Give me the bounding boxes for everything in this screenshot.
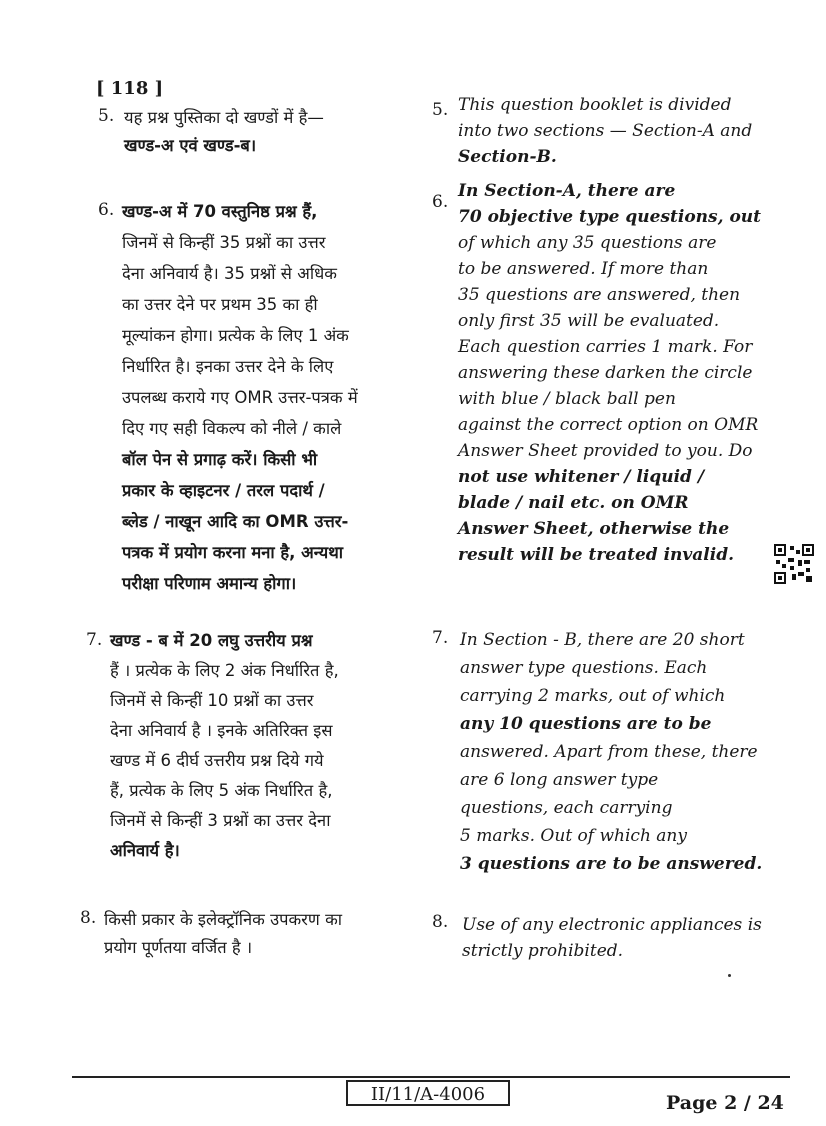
text-line: खण्ड-अ में 70 वस्तुनिष्ठ प्रश्न हैं, (122, 202, 318, 221)
footer-divider (72, 1076, 790, 1078)
text-line: 35 questions are answered, then (458, 285, 741, 305)
instruction-7-english (432, 626, 788, 878)
text-line: बॉल पेन से प्रगाढ़ करें। किसी भी (122, 450, 318, 469)
text-line: of which any 35 questions are (458, 233, 717, 253)
qr-code-icon (774, 544, 814, 584)
item-number: 7. (86, 630, 103, 650)
text-line: This question booklet is divided (458, 95, 732, 115)
text-line: only first 35 will be evaluated. (458, 311, 720, 331)
text-line: किसी प्रकार के इलेक्ट्रॉनिक उपकरण का (104, 910, 343, 929)
item-number: 7. (432, 628, 449, 648)
text-line: result will be treated invalid. (458, 545, 735, 565)
instruction-6-hindi (98, 196, 424, 599)
text-line: यह प्रश्न पुस्तिका दो खण्डों में है— (124, 108, 324, 127)
text-line: carrying 2 marks, out of which (460, 686, 726, 706)
text-line: परीक्षा परिणाम अमान्य होगा। (122, 574, 297, 593)
text-line: प्रयोग पूर्णतया वर्जित है । (104, 938, 253, 957)
text-line: Answer Sheet, otherwise the (458, 519, 730, 539)
text-line: जिनमें से किन्हीं 10 प्रश्नों का उत्तर (110, 691, 314, 710)
page-number-top: [ 118 ] (96, 78, 164, 99)
text-line: answer type questions. Each (460, 658, 708, 678)
instruction-7-hindi (86, 626, 426, 866)
item-number: 8. (432, 912, 449, 932)
text-line: 70 objective type questions, out (458, 207, 761, 227)
text-line: answering these darken the circle (458, 363, 753, 383)
text-line: पत्रक में प्रयोग करना मना है, अन्यथा (122, 543, 344, 562)
text-line: प्रकार के व्हाइटनर / तरल पदार्थ / (122, 481, 325, 500)
page-indicator: Page 2 / 24 (666, 1092, 784, 1114)
text-line: In Section - B, there are 20 short (460, 630, 745, 650)
text-line: Section-B. (458, 147, 557, 167)
instruction-8-english (432, 912, 788, 964)
text-line: देना अनिवार्य है । इनके अतिरिक्त इस (110, 721, 333, 740)
text-line: to be answered. If more than (458, 259, 709, 279)
instruction-8-hindi (80, 906, 426, 962)
text-line: blade / nail etc. on OMR (458, 493, 689, 513)
text-line: strictly prohibited. (462, 941, 624, 961)
text-line: not use whitener / liquid / (458, 467, 705, 487)
text-line: का उत्तर देने पर प्रथम 35 का ही (122, 295, 318, 314)
instruction-5-english (432, 92, 782, 170)
item-number: 6. (432, 192, 449, 212)
text-line: Use of any electronic appliances is (462, 915, 762, 935)
text-line: 5 marks. Out of which any (460, 826, 687, 846)
instruction-6-english (432, 178, 784, 568)
text-line: उपलब्ध कराये गए OMR उत्तर-पत्रक में (122, 388, 358, 407)
text-line: जिनमें से किन्हीं 3 प्रश्नों का उत्तर देना (110, 811, 331, 830)
text-line: are 6 long answer type (460, 770, 659, 790)
item-number: 5. (98, 106, 115, 126)
item-number: 5. (432, 100, 449, 120)
text-line: ब्लेड / नाखून आदि का OMR उत्तर- (122, 512, 349, 531)
text-line: खण्ड-अ एवं खण्ड-ब। (124, 136, 257, 155)
text-line: answered. Apart from these, there (460, 742, 758, 762)
speck (728, 974, 731, 977)
text-line: हैं । प्रत्येक के लिए 2 अंक निर्धारित है, (110, 661, 339, 680)
text-line: In Section-A, there are (458, 181, 676, 201)
text-line: खण्ड - ब में 20 लघु उत्तरीय प्रश्न (110, 631, 313, 650)
item-number: 8. (80, 908, 97, 928)
text-line: Answer Sheet provided to you. Do (458, 441, 753, 461)
text-line: मूल्यांकन होगा। प्रत्येक के लिए 1 अंक (122, 326, 349, 345)
text-line: खण्ड में 6 दीर्घ उत्तरीय प्रश्न दिये गये (110, 751, 324, 770)
text-line: Each question carries 1 mark. For (458, 337, 753, 357)
text-line: into two sections — Section-A and (458, 121, 753, 141)
text-line: questions, each carrying (460, 798, 673, 818)
text-line: जिनमें से किन्हीं 35 प्रश्नों का उत्तर (122, 233, 326, 252)
text-line: 3 questions are to be answered. (460, 854, 763, 874)
paper-code: II/11/A-4006 (346, 1080, 510, 1106)
text-line: any 10 questions are to be (460, 714, 712, 734)
text-line: अनिवार्य है। (110, 841, 180, 860)
item-number: 6. (98, 200, 115, 220)
text-line: हैं, प्रत्येक के लिए 5 अंक निर्धारित है, (110, 781, 333, 800)
text-line: देना अनिवार्य है। 35 प्रश्नों से अधिक (122, 264, 337, 283)
text-line: निर्धारित है। इनका उत्तर देने के लिए (122, 357, 334, 376)
instruction-5-hindi (98, 104, 424, 160)
text-line: with blue / black ball pen (458, 389, 676, 409)
text-line: against the correct option on OMR (458, 415, 759, 435)
text-line: दिए गए सही विकल्प को नीले / काले (122, 419, 342, 438)
